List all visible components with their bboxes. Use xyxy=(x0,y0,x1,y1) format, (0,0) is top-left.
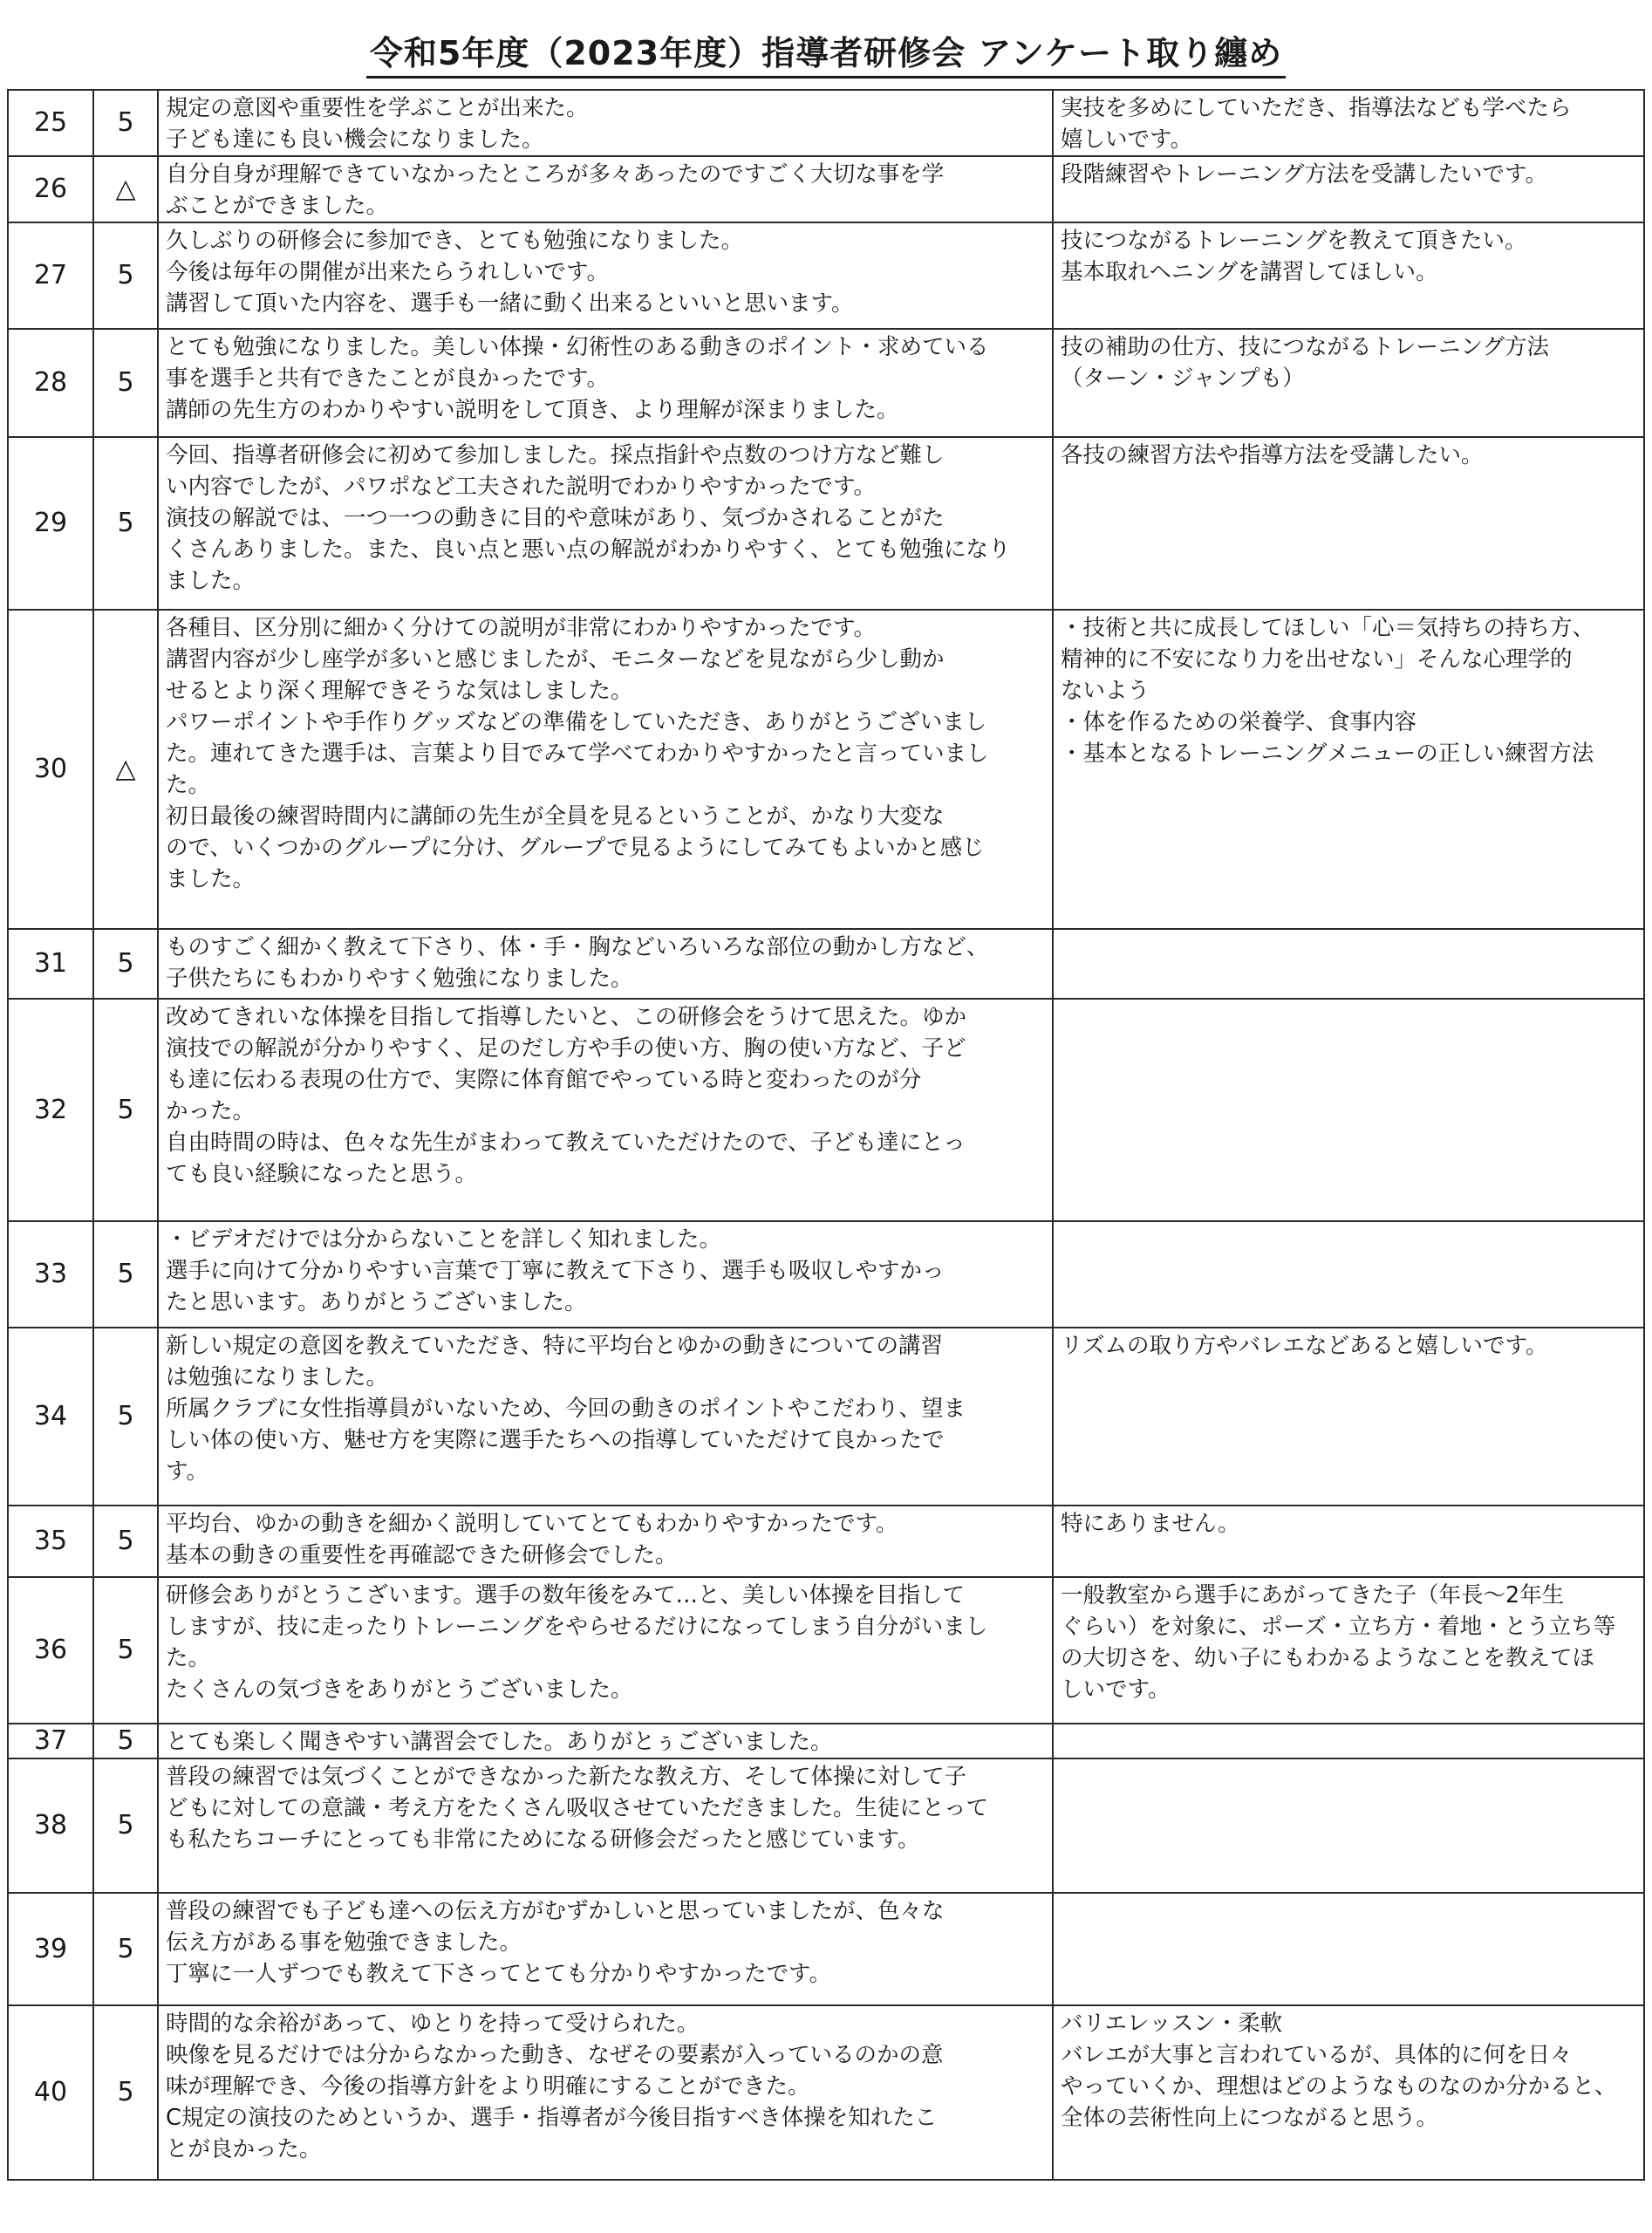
row-rating: 5 xyxy=(93,1724,158,1758)
table-row xyxy=(8,437,1644,610)
row-number: 34 xyxy=(8,1328,93,1506)
row-comment: ものすごく細かく教えて下さり、体・手・胸などいろいろな部位の動かし方など、 子供たちにもわかりやすく勉強になりました。 xyxy=(158,929,1053,999)
table-row xyxy=(8,1506,1644,1577)
table-row xyxy=(8,1893,1644,2005)
row-request xyxy=(1053,929,1644,999)
row-request: 段階練習やトレーニング方法を受講したいです。 xyxy=(1053,156,1644,222)
row-comment: 今回、指導者研修会に初めて参加しました。採点指針や点数のつけ方など難し い内容でしたが、パワポなど工夫された説明でわかりやすかったです。 演技の解説では、一つ一つの動きに目的や意味があり、気づかされることがた くさんありました。また、良い点と悪い点の解説がわかりやすく、とても勉強になり ました。 xyxy=(158,437,1053,610)
row-request xyxy=(1053,1724,1644,1758)
row-rating: 5 xyxy=(93,999,158,1221)
row-rating: 5 xyxy=(93,90,158,156)
row-comment: 平均台、ゆかの動きを細かく説明していてとてもわかりやすかったです。 基本の動きの重要性を再確認できた研修会でした。 xyxy=(158,1506,1053,1577)
row-comment: 久しぶりの研修会に参加でき、とても勉強になりました。 今後は毎年の開催が出来たらうれしいです。 講習して頂いた内容を、選手も一緒に動く出来るといいと思います。 xyxy=(158,222,1053,329)
row-request: リズムの取り方やバレエなどあると嬉しいです。 xyxy=(1053,1328,1644,1506)
row-comment: 普段の練習では気づくことができなかった新たな教え方、そして体操に対して子 どもに対しての意識・考え方をたくさん吸収させていただきました。生徒にとって も私たちコーチにとっても非常にためになる研修会だったと感じています。 xyxy=(158,1758,1053,1893)
row-number: 39 xyxy=(8,1893,93,2005)
row-number: 36 xyxy=(8,1577,93,1724)
row-request: 技につながるトレーニングを教えて頂きたい。 基本取れヘニングを講習してほしい。 xyxy=(1053,222,1644,329)
row-number: 40 xyxy=(8,2005,93,2180)
document-title xyxy=(0,26,1652,74)
row-comment: とても楽しく聞きやすい講習会でした。ありがとぅございました。 xyxy=(158,1724,1053,1758)
row-rating: 5 xyxy=(93,2005,158,2180)
table-row xyxy=(8,222,1644,329)
row-rating: 5 xyxy=(93,1328,158,1506)
row-comment: 各種目、区分別に細かく分けての説明が非常にわかりやすかったです。 講習内容が少し座学が多いと感じましたが、モニターなどを見ながら少し動か せるとより深く理解できそうな気はしました。 パワーポイントや手作りグッズなどの準備をしていただき、ありがとうございまし た。連れてきた選手は、言葉より目でみて学べてわかりやすかったと言っていまし た。 初日最後の練習時間内に講師の先生が全員を見るということが、かなり大変な ので、いくつかのグループに分け、グループで見るようにしてみてもよいかと感じ ました。 xyxy=(158,610,1053,929)
row-rating: △ xyxy=(93,156,158,222)
table-row xyxy=(8,1221,1644,1328)
row-rating: 5 xyxy=(93,1506,158,1577)
row-rating: 5 xyxy=(93,1221,158,1328)
row-comment: 新しい規定の意図を教えていただき、特に平均台とゆかの動きについての講習 は勉強になりました。 所属クラブに女性指導員がいないため、今回の動きのポイントやこだわり、望ま しい体の使い方、魅せ方を実際に選手たちへの指導していただけて良かったで す。 xyxy=(158,1328,1053,1506)
row-comment: 自分自身が理解できていなかったところが多々あったのですごく大切な事を学 ぶことができました。 xyxy=(158,156,1053,222)
table-row xyxy=(8,90,1644,156)
row-number: 35 xyxy=(8,1506,93,1577)
row-comment: 改めてきれいな体操を目指して指導したいと、この研修会をうけて思えた。ゆか 演技での解説が分かりやすく、足のだし方や手の使い方、胸の使い方など、子ど も達に伝わる表現の仕方で、実際に体育館でやっている時と変わったのが分 かった。 自由時間の時は、色々な先生がまわって教えていただけたので、子ども達にとっ ても良い経験になったと思う。 xyxy=(158,999,1053,1221)
row-rating: 5 xyxy=(93,437,158,610)
row-rating: 5 xyxy=(93,222,158,329)
row-rating: 5 xyxy=(93,929,158,999)
row-number: 26 xyxy=(8,156,93,222)
row-request: 特にありません。 xyxy=(1053,1506,1644,1577)
survey-table xyxy=(7,89,1645,2181)
row-request xyxy=(1053,1221,1644,1328)
row-number: 29 xyxy=(8,437,93,610)
row-number: 38 xyxy=(8,1758,93,1893)
row-request xyxy=(1053,999,1644,1221)
row-number: 25 xyxy=(8,90,93,156)
row-rating: 5 xyxy=(93,1577,158,1724)
table-row xyxy=(8,1577,1644,1724)
row-number: 28 xyxy=(8,329,93,437)
row-number: 30 xyxy=(8,610,93,929)
row-rating: △ xyxy=(93,610,158,929)
row-request xyxy=(1053,1893,1644,2005)
row-request: 各技の練習方法や指導方法を受講したい。 xyxy=(1053,437,1644,610)
table-row xyxy=(8,1758,1644,1893)
row-comment: ・ビデオだけでは分からないことを詳しく知れました。 選手に向けて分かりやすい言葉で丁寧に教えて下さり、選手も吸収しやすかっ たと思います。ありがとうございました。 xyxy=(158,1221,1053,1328)
row-number: 31 xyxy=(8,929,93,999)
row-comment: 規定の意図や重要性を学ぶことが出来た。 子ども達にも良い機会になりました。 xyxy=(158,90,1053,156)
row-rating: 5 xyxy=(93,1758,158,1893)
row-number: 33 xyxy=(8,1221,93,1328)
row-number: 27 xyxy=(8,222,93,329)
row-comment: 研修会ありがとうこざいます。選手の数年後をみて…と、美しい体操を目指して しますが、技に走ったりトレーニングをやらせるだけになってしまう自分がいまし た。 たくさんの気づきをありがとうございました。 xyxy=(158,1577,1053,1724)
row-rating: 5 xyxy=(93,329,158,437)
table-row xyxy=(8,929,1644,999)
row-comment: 普段の練習でも子ども達への伝え方がむずかしいと思っていましたが、色々な 伝え方がある事を勉強できました。 丁寧に一人ずつでも教えて下さってとても分かりやすかったです。 xyxy=(158,1893,1053,2005)
table-row xyxy=(8,610,1644,929)
table-row xyxy=(8,999,1644,1221)
row-comment: 時間的な余裕があって、ゆとりを持って受けられた。 映像を見るだけでは分からなかった動き、なぜその要素が入っているのかの意 味が理解でき、今後の指導方針をより明確にすることができた。 C規定の演技のためというか、選手・指導者が今後目指すべき体操を知れたこ とが良かった。 xyxy=(158,2005,1053,2180)
table-row xyxy=(8,1328,1644,1506)
table-row xyxy=(8,329,1644,437)
row-rating: 5 xyxy=(93,1893,158,2005)
table-row xyxy=(8,1724,1644,1758)
row-number: 32 xyxy=(8,999,93,1221)
survey-table-body xyxy=(8,90,1644,2180)
row-number: 37 xyxy=(8,1724,93,1758)
row-request: 一般教室から選手にあがってきた子（年長～2年生 ぐらい）を対象に、ポーズ・立ち方・着地・とう立ち等 の大切さを、幼い子にもわかるようなことを教えてほ しいです。 xyxy=(1053,1577,1644,1724)
row-request xyxy=(1053,1758,1644,1893)
table-row xyxy=(8,156,1644,222)
row-request: 実技を多めにしていただき、指導法なども学べたら 嬉しいです。 xyxy=(1053,90,1644,156)
row-request: 技の補助の仕方、技につながるトレーニング方法 （ターン・ジャンプも） xyxy=(1053,329,1644,437)
row-request: バリエレッスン・柔軟 バレエが大事と言われているが、具体的に何を日々 やっていくか、理想はどのようなものなのか分かると、 全体の芸術性向上につながると思う。 xyxy=(1053,2005,1644,2180)
row-comment: とても勉強になりました。美しい体操・幻術性のある動きのポイント・求めている 事を選手と共有できたことが良かったです。 講師の先生方のわかりやすい説明をして頂き、より理解が深まりました。 xyxy=(158,329,1053,437)
row-request: ・技術と共に成長してほしい「心＝気持ちの持ち方、 精神的に不安になり力を出せない」そんな心理学的 ないよう ・体を作るための栄養学、食事内容 ・基本となるトレーニングメニューの正しい練習方法 xyxy=(1053,610,1644,929)
table-row xyxy=(8,2005,1644,2180)
document-title-text: 令和5年度（2023年度）指導者研修会 アンケート取り纏め xyxy=(366,34,1286,79)
